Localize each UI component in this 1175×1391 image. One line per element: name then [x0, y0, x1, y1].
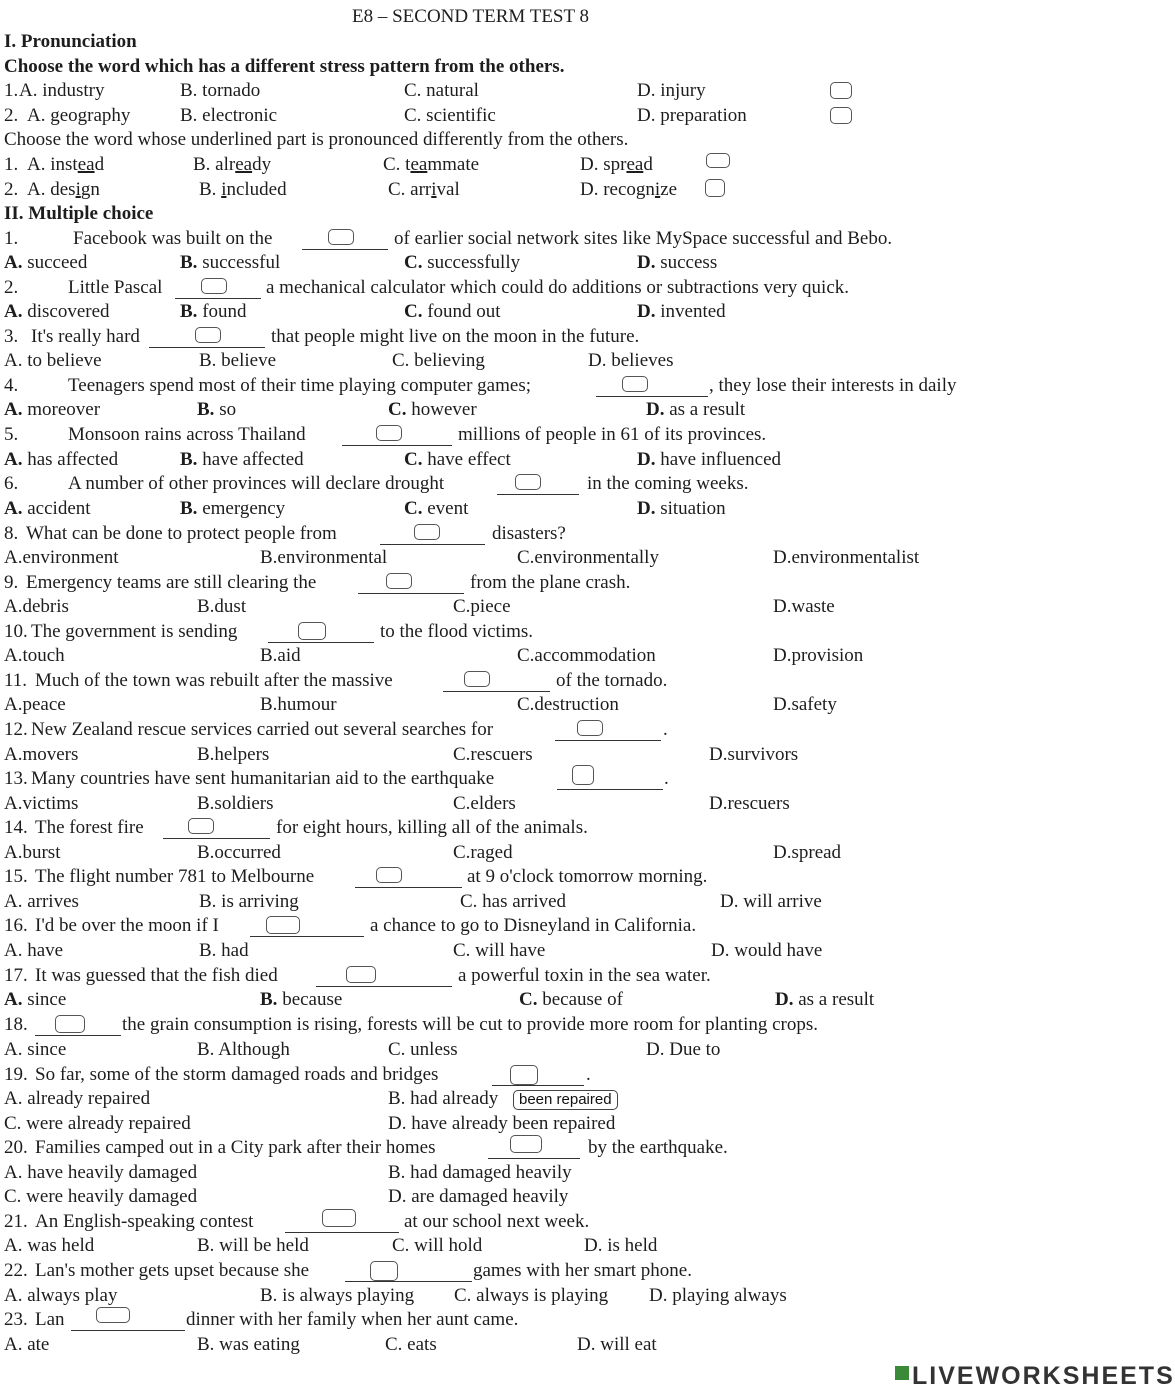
question-number: 18.: [4, 1014, 28, 1035]
option-c: C. found out: [404, 301, 501, 322]
option-a: A. geography: [27, 105, 131, 126]
option-d: D. invented: [637, 301, 726, 322]
mc-options-19b: [0, 1112, 984, 1136]
question-text-after: by the earthquake.: [588, 1137, 728, 1158]
mc-options-6: [0, 497, 984, 521]
question-text-after: at 9 o'clock tomorrow morning.: [467, 866, 708, 887]
option-c: C.elders: [453, 793, 516, 814]
mc-question-16: [0, 914, 984, 938]
option-d: D.waste: [773, 596, 835, 617]
option-a: A. moreover: [4, 399, 101, 420]
option-d: D. will arrive: [720, 891, 822, 912]
mc-question-9: [0, 571, 984, 595]
mc-options-11: [0, 693, 984, 717]
answer-chip[interactable]: been repaired: [513, 1090, 618, 1110]
instruction-sound: Choose the word whose underlined part is pronounced differently from the others.: [4, 129, 629, 150]
instruction-stress: Choose the word which has a different stress pattern from the others.: [4, 56, 565, 77]
answer-box[interactable]: [370, 1261, 398, 1281]
question-number: 17.: [4, 965, 28, 986]
question-number: 13.: [4, 768, 28, 789]
answer-box[interactable]: [464, 671, 490, 687]
question-text-after: .: [663, 719, 668, 740]
option-a: A. accident: [4, 498, 91, 519]
question-number: 16.: [4, 915, 28, 936]
answer-box[interactable]: [510, 1135, 542, 1153]
option-c: C. will hold: [392, 1235, 483, 1256]
question-text-before: Monsoon rains across Thailand: [68, 424, 306, 445]
mc-options-10: [0, 644, 984, 668]
option-d: D. playing always: [649, 1285, 787, 1306]
question-text-before: An English-speaking contest: [35, 1211, 254, 1232]
option-b: B. was eating: [197, 1334, 300, 1355]
option-a: A.peace: [4, 694, 66, 715]
option-d: D.rescuers: [709, 793, 790, 814]
answer-box[interactable]: [96, 1307, 130, 1323]
answer-box[interactable]: [328, 229, 354, 245]
option-a: A. industry: [19, 80, 105, 101]
option-c: C.destruction: [517, 694, 619, 715]
answer-box[interactable]: [622, 376, 648, 392]
question-number: 20.: [4, 1137, 28, 1158]
option-a: A.victims: [4, 793, 79, 814]
question-text-after: a chance to go to Disneyland in California.: [370, 915, 697, 936]
question-text-before: The forest fire: [35, 817, 144, 838]
question-number: 2.: [4, 277, 19, 298]
option-b: B.soldiers: [197, 793, 274, 814]
question-text-before: The flight number 781 to Melbourne: [35, 866, 315, 887]
question-number: 19.: [4, 1064, 28, 1085]
option-a: A. have heavily damaged: [4, 1162, 198, 1183]
question-number: 2.: [4, 105, 19, 126]
option-b: B. emergency: [180, 498, 286, 519]
mc-options-14: [0, 841, 984, 865]
mc-question-10: [0, 620, 984, 644]
question-number: 4.: [4, 375, 19, 396]
option-c: C. believing: [392, 350, 485, 371]
question-number: 2.: [4, 179, 19, 200]
answer-box[interactable]: [298, 622, 326, 640]
mc-options-19a: [0, 1087, 984, 1111]
option-c: C. unless: [388, 1039, 458, 1060]
mc-question-3: [0, 325, 984, 349]
question-text-before: A number of other provinces will declare drought: [68, 473, 445, 494]
option-c: C. however: [388, 399, 477, 420]
answer-box[interactable]: [386, 573, 412, 589]
mc-options-9: [0, 595, 984, 619]
question-text-after: dinner with her family when her aunt came.: [186, 1309, 519, 1330]
option-c: C. always is playing: [454, 1285, 609, 1306]
mc-question-6: [0, 472, 984, 496]
option-b: B.dust: [197, 596, 247, 617]
option-b: B.helpers: [197, 744, 270, 765]
option-a: A. always play: [4, 1285, 118, 1306]
option-b: B. will be held: [197, 1235, 309, 1256]
answer-box[interactable]: [376, 867, 402, 883]
mc-question-13: [0, 767, 984, 791]
option-c: C.environmentally: [517, 547, 659, 568]
question-text-before: New Zealand rescue services carried out several searches for: [31, 719, 494, 740]
section-heading-pronunciation: I. Pronunciation: [4, 31, 137, 52]
option-c: C. have effect: [404, 449, 511, 470]
question-text-after: millions of people in 61 of its provinces.: [458, 424, 767, 445]
question-number: 3.: [4, 326, 19, 347]
option-b: B.humour: [260, 694, 337, 715]
mc-question-2: [0, 276, 984, 300]
answer-box[interactable]: [830, 107, 852, 124]
question-text-after: games with her smart phone.: [473, 1260, 692, 1281]
answer-box[interactable]: [346, 966, 376, 983]
option-b: B.aid: [260, 645, 301, 666]
option-d: D.spread: [773, 842, 842, 863]
mc-question-18: [0, 1013, 984, 1037]
option-b: B. tornado: [180, 80, 261, 101]
mc-question-4: [0, 374, 984, 398]
answer-box[interactable]: [414, 524, 440, 540]
option-c: C. will have: [453, 940, 546, 961]
option-a: A. design: [27, 179, 100, 200]
option-b: B. included: [199, 179, 287, 200]
option-d: D. situation: [637, 498, 726, 519]
question-number: 12.: [4, 719, 28, 740]
mc-question-11: [0, 669, 984, 693]
answer-blank: [492, 1063, 584, 1086]
mc-question-17: [0, 964, 984, 988]
answer-box[interactable]: [705, 179, 725, 197]
option-d: D.survivors: [709, 744, 799, 765]
answer-box[interactable]: [201, 278, 227, 294]
option-b: B. had: [199, 940, 249, 961]
question-text-after: of the tornado.: [556, 670, 668, 691]
option-c: C. because of: [519, 989, 623, 1010]
question-text-after: disasters?: [492, 523, 566, 544]
question-text-before: Little Pascal: [68, 277, 163, 298]
question-number: 23.: [4, 1309, 28, 1330]
question-text-before: Facebook was built on the: [73, 228, 273, 249]
option-c: C. has arrived: [460, 891, 567, 912]
answer-blank: [316, 964, 452, 987]
option-a: A.touch: [4, 645, 65, 666]
option-d: D. are damaged heavily: [388, 1186, 569, 1207]
answer-blank: [163, 816, 270, 839]
option-a: A. since: [4, 1039, 67, 1060]
answer-box[interactable]: [266, 916, 300, 934]
option-d: D. believes: [588, 350, 674, 371]
option-d: D. will eat: [577, 1334, 657, 1355]
option-a: A. instead: [27, 154, 105, 175]
mc-options-3: [0, 349, 984, 373]
mc-question-20: [0, 1136, 984, 1160]
option-c: C. were already repaired: [4, 1113, 191, 1134]
option-a: A. arrives: [4, 891, 79, 912]
option-a: A. was held: [4, 1235, 95, 1256]
option-c: C. were heavily damaged: [4, 1186, 198, 1207]
mc-options-15: [0, 890, 984, 914]
option-a: A. succeed: [4, 252, 88, 273]
question-text-before: What can be done to protect people from: [26, 523, 337, 544]
question-number: 1.: [4, 80, 19, 101]
answer-blank: [355, 865, 462, 888]
section-heading-multiple-choice: II. Multiple choice: [4, 203, 154, 224]
mc-options-17: [0, 988, 984, 1012]
answer-blank: [345, 1259, 472, 1282]
question-text-before: The government is sending: [31, 621, 238, 642]
option-b: B.environmental: [260, 547, 388, 568]
option-d: D.provision: [773, 645, 864, 666]
option-b: B. because: [260, 989, 343, 1010]
mc-options-5: [0, 448, 984, 472]
answer-box[interactable]: [322, 1209, 356, 1227]
question-text-after: .: [586, 1064, 591, 1085]
option-a: A.movers: [4, 744, 79, 765]
question-number: 8.: [4, 523, 19, 544]
option-c: C. natural: [404, 80, 479, 101]
answer-box[interactable]: [55, 1015, 85, 1033]
question-text-after: a mechanical calculator which could do additions or subtractions very quick.: [266, 277, 850, 298]
question-text-before: Teenagers spend most of their time playing computer games;: [68, 375, 531, 396]
option-b: B. believe: [199, 350, 277, 371]
question-text-after: at our school next week.: [404, 1211, 590, 1232]
question-number: 15.: [4, 866, 28, 887]
mc-options-8: [0, 546, 984, 570]
answer-box[interactable]: [577, 720, 603, 736]
question-text-before: Emergency teams are still clearing the: [26, 572, 317, 593]
option-d: D. success: [637, 252, 718, 273]
option-b: B. electronic: [180, 105, 278, 126]
question-text-before: Many countries have sent humanitarian aid to the earthquake: [31, 768, 495, 789]
question-text-after: that people might live on the moon in the future.: [271, 326, 640, 347]
question-text-before: Families camped out in a City park after their homes: [35, 1137, 436, 1158]
page-title: E8 – SECOND TERM TEST 8: [352, 6, 589, 27]
stress-question-2: [0, 104, 984, 128]
option-c: C. event: [404, 498, 469, 519]
option-d: D. as a result: [646, 399, 746, 420]
question-number: 14.: [4, 817, 28, 838]
sound-question-1: [0, 153, 984, 177]
mc-options-20a: [0, 1161, 984, 1185]
mc-question-12: [0, 718, 984, 742]
question-text-after: to the flood victims.: [380, 621, 534, 642]
question-number: 9.: [4, 572, 19, 593]
option-b: B. found: [180, 301, 247, 322]
option-a: A. to believe: [4, 350, 102, 371]
option-b: B. successful: [180, 252, 281, 273]
option-b: B. Although: [197, 1039, 290, 1060]
question-text-before: Much of the town was rebuilt after the massive: [35, 670, 393, 691]
answer-box[interactable]: [830, 82, 852, 99]
option-c: C.accommodation: [517, 645, 656, 666]
mc-question-21: [0, 1210, 984, 1234]
option-c: C. successfully: [404, 252, 521, 273]
mc-options-18: [0, 1038, 984, 1062]
option-b: B. is always playing: [260, 1285, 415, 1306]
option-c: C.rescuers: [453, 744, 533, 765]
question-number: 21.: [4, 1211, 28, 1232]
question-number: 22.: [4, 1260, 28, 1281]
option-c: C. teammate: [383, 154, 480, 175]
sound-question-2: [0, 178, 984, 202]
mc-options-20b: [0, 1185, 984, 1209]
mc-options-22: [0, 1284, 984, 1308]
answer-box[interactable]: [195, 327, 221, 343]
question-text-before: It's really hard: [31, 326, 140, 347]
mc-options-2: [0, 300, 984, 324]
mc-options-23: [0, 1333, 984, 1357]
option-a: A.debris: [4, 596, 69, 617]
option-b: B. had damaged heavily: [388, 1162, 572, 1183]
option-d: D. is held: [584, 1235, 658, 1256]
answer-blank: [443, 669, 550, 692]
option-d: D. recognize: [580, 179, 678, 200]
question-number: 11.: [4, 670, 28, 691]
question-text-after: , they lose their interests in daily: [709, 375, 957, 396]
mc-question-5: [0, 423, 984, 447]
question-text-before: So far, some of the storm damaged roads and bridges: [35, 1064, 439, 1085]
option-a: A. have: [4, 940, 64, 961]
answer-box[interactable]: [510, 1065, 538, 1085]
option-d: D. spread: [580, 154, 653, 175]
question-text-after: of earlier social network sites like MySpace successful and Bebo.: [394, 228, 893, 249]
question-number: 6.: [4, 473, 19, 494]
question-text-after: the grain consumption is rising, forests will be cut to provide more room for planting crops.: [122, 1014, 819, 1035]
question-number: 10.: [4, 621, 28, 642]
answer-box[interactable]: [572, 765, 594, 785]
option-c: C. arrival: [388, 179, 460, 200]
question-text-before: It was guessed that the fish died: [35, 965, 278, 986]
mc-question-23: [0, 1308, 984, 1332]
mc-options-16: [0, 939, 984, 963]
option-b: B.occurred: [197, 842, 281, 863]
mc-question-22: [0, 1259, 984, 1283]
option-a: A. already repaired: [4, 1088, 151, 1109]
option-c: C. eats: [385, 1334, 437, 1355]
option-d: D.environmentalist: [773, 547, 920, 568]
answer-box[interactable]: [706, 153, 730, 168]
answer-blank: [555, 718, 661, 741]
answer-box[interactable]: [515, 474, 541, 490]
option-a: A.burst: [4, 842, 61, 863]
option-d: D. have influenced: [637, 449, 782, 470]
option-d: D. have already been repaired: [388, 1113, 616, 1134]
answer-box[interactable]: [188, 818, 214, 834]
option-d: D. Due to: [646, 1039, 721, 1060]
question-text-before: I'd be over the moon if I: [35, 915, 219, 936]
option-b: B. have affected: [180, 449, 304, 470]
mc-question-15: [0, 865, 984, 889]
liveworksheets-logo: LIVEWORKSHEETS: [895, 1362, 1175, 1381]
option-a: A. discovered: [4, 301, 110, 322]
option-c: C. scientific: [404, 105, 496, 126]
question-text-before: Lan's mother gets upset because she: [35, 1260, 310, 1281]
mc-question-8: [0, 522, 984, 546]
option-b: B. is arriving: [199, 891, 299, 912]
question-text-before: Lan: [35, 1309, 65, 1330]
mc-question-14: [0, 816, 984, 840]
option-b: B. already: [193, 154, 272, 175]
option-d: D. injury: [637, 80, 706, 101]
answer-box[interactable]: [376, 425, 402, 441]
option-a: A.environment: [4, 547, 119, 568]
question-number: 1.: [4, 228, 19, 249]
logo-icon: [895, 1366, 909, 1380]
option-d: D. preparation: [637, 105, 747, 126]
mc-question-1: [0, 227, 984, 251]
mc-options-13: [0, 792, 984, 816]
question-number: 5.: [4, 424, 19, 445]
option-c: C.raged: [453, 842, 513, 863]
mc-options-1: [0, 251, 984, 275]
question-text-after: a powerful toxin in the sea water.: [458, 965, 711, 986]
option-b: B. had already: [388, 1088, 499, 1109]
option-d: D.safety: [773, 694, 837, 715]
option-a: A. since: [4, 989, 67, 1010]
question-text-after: .: [664, 768, 669, 789]
option-b: B. so: [197, 399, 237, 420]
option-a: A. has affected: [4, 449, 119, 470]
question-text-after: from the plane crash.: [470, 572, 631, 593]
question-text-after: in the coming weeks.: [587, 473, 749, 494]
mc-question-19: [0, 1063, 984, 1087]
mc-options-12: [0, 743, 984, 767]
mc-options-21: [0, 1234, 984, 1258]
question-number: 1.: [4, 154, 19, 175]
option-d: D. would have: [711, 940, 823, 961]
option-d: D. as a result: [775, 989, 875, 1010]
answer-blank: [596, 374, 708, 397]
stress-question-1: [0, 79, 984, 103]
mc-options-4: [0, 398, 984, 422]
question-text-after: for eight hours, killing all of the animals.: [276, 817, 588, 838]
option-c: C.piece: [453, 596, 511, 617]
option-a: A. ate: [4, 1334, 50, 1355]
